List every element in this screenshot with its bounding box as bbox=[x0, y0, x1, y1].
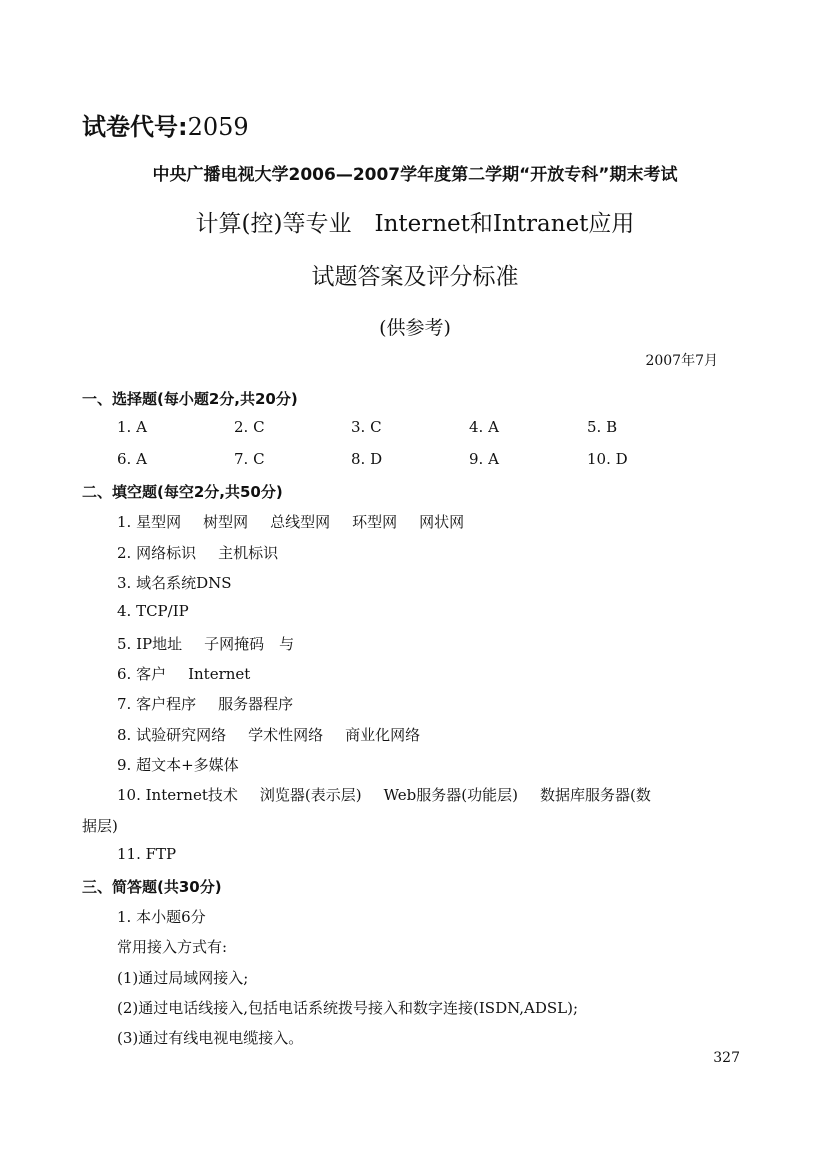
answer-part: 8. 试验研究网络 bbox=[117, 726, 227, 744]
answer-part: 5. IP地址 bbox=[117, 635, 183, 653]
mc-answer: 10. D bbox=[587, 450, 628, 468]
mc-answer: 1. A bbox=[117, 418, 147, 436]
reference-note: (供参考) bbox=[379, 317, 451, 339]
school-line: 中央广播电视大学2006—2007学年度第二学期“开放专科”期末考试 bbox=[152, 165, 678, 185]
fill-answer-9 bbox=[117, 754, 261, 775]
answer-part: 子网掩码 与 bbox=[204, 635, 295, 653]
fill-answer-5 bbox=[117, 633, 316, 654]
answer-part: 总线型网 bbox=[270, 513, 331, 531]
answer-intro: 常用接入方式有: bbox=[117, 938, 228, 956]
exam-date: 2007年7月 bbox=[645, 353, 718, 369]
answer-part: 服务器程序 bbox=[218, 695, 294, 713]
doc-title: 试题答案及评分标准 bbox=[311, 264, 519, 290]
answer-part: 2. 网络标识 bbox=[117, 544, 197, 562]
fill-answer-10-wrap: 据层) bbox=[82, 817, 118, 835]
fill-answer-7 bbox=[117, 693, 315, 714]
answer-part: 学术性网络 bbox=[248, 726, 324, 744]
exam-code bbox=[82, 107, 249, 142]
mc-answer: 3. C bbox=[351, 418, 382, 436]
question-1-heading: 1. 本小题6分 bbox=[117, 908, 206, 926]
fill-answer-3 bbox=[117, 572, 254, 593]
course-line: 计算(控)等专业 Internet和Intranet应用 bbox=[195, 211, 635, 237]
mc-answer: 2. C bbox=[234, 418, 265, 436]
section1-title: 一、选择题(每小题2分,共20分) bbox=[82, 390, 298, 408]
mc-answer: 5. B bbox=[587, 418, 618, 436]
answer-part: 网状网 bbox=[419, 513, 465, 531]
answer-part: 树型网 bbox=[203, 513, 249, 531]
answer-part: 7. 客户程序 bbox=[117, 695, 197, 713]
mc-answer: 4. A bbox=[469, 418, 499, 436]
answer-part: 10. Internet技术 bbox=[117, 786, 238, 804]
fill-answer-2 bbox=[117, 542, 300, 563]
answer-line: (1)通过局域网接入; bbox=[117, 969, 249, 987]
answer-part: 浏览器(表示层) bbox=[259, 786, 362, 804]
answer-part: 数据库服务器(数 bbox=[539, 786, 651, 804]
mc-answer: 8. D bbox=[351, 450, 383, 468]
page-number: 327 bbox=[713, 1050, 740, 1066]
answer-part: Internet bbox=[188, 665, 251, 683]
section3-title: 三、简答题(共30分) bbox=[82, 878, 222, 896]
answer-part: 6. 客户 bbox=[117, 665, 167, 683]
answer-line: (2)通过电话线接入,包括电话系统拨号接入和数字连接(ISDN,ADSL); bbox=[117, 999, 579, 1017]
answer-part: 3. 域名系统DNS bbox=[117, 574, 232, 592]
mc-answer: 7. C bbox=[234, 450, 265, 468]
fill-answer-10 bbox=[117, 784, 651, 805]
answer-part: 1. 星型网 bbox=[117, 513, 182, 531]
mc-answer: 9. A bbox=[469, 450, 499, 468]
answer-part: 环型网 bbox=[352, 513, 398, 531]
fill-answer-4 bbox=[117, 602, 211, 620]
fill-answer-1 bbox=[117, 511, 486, 532]
answer-part: 9. 超文本+多媒体 bbox=[117, 756, 239, 774]
answer-line: (3)通过有线电视电缆接入。 bbox=[117, 1029, 304, 1047]
answer-part: 4. TCP/IP bbox=[117, 602, 189, 620]
fill-answer-8 bbox=[117, 724, 442, 745]
section2-title: 二、填空题(每空2分,共50分) bbox=[82, 483, 283, 501]
answer-part: 商业化网络 bbox=[345, 726, 421, 744]
answer-part: Web服务器(功能层) bbox=[383, 786, 518, 804]
mc-answer: 6. A bbox=[117, 450, 147, 468]
fill-answer-11: 11. FTP bbox=[117, 845, 177, 863]
answer-part: 主机标识 bbox=[218, 544, 279, 562]
exam-code-number: 2059 bbox=[187, 113, 249, 141]
exam-code-label: 试卷代号: bbox=[82, 113, 188, 141]
fill-answer-6 bbox=[117, 663, 272, 684]
